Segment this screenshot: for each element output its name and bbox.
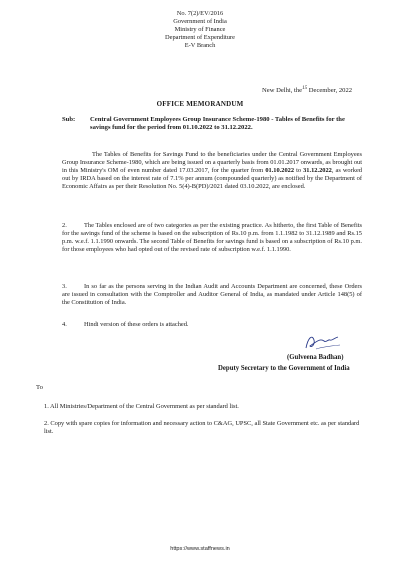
subject <box>62 116 362 132</box>
paragraph-2 <box>62 222 362 254</box>
recipient-item-2: 2. Copy with spare copies for information and necessary action to C&AG, UPSC, all State Government etc. as per standard list. <box>44 420 360 435</box>
paragraph-1 <box>62 151 362 191</box>
para1-date-to: 31.12.2022 <box>303 167 332 174</box>
para4-number: 4. <box>62 321 67 328</box>
para2-text: The Tables enclosed are of two categories as per the existing practice. As hitherto, the first Table of Benefits for the savings fund of the scheme is based on the subscription of Rs.10 p.m. from 1.1.1982 to 31.12.1989 and Rs.15 p.m. w.e.f. 1.1.1990 onwards. The second Table of Benefits for savings fund is based on a subscription of Rs.10 p.m. for those employees who had opted out of the revised rate of subscription w.e.f. 1.1.1990. <box>62 222 362 253</box>
signatory-name: (Gulveena Badhan) <box>287 354 344 361</box>
para4-text: Hindi version of these orders is attached. <box>84 321 189 328</box>
handwritten-signature <box>302 332 342 352</box>
paragraph-4 <box>62 321 362 329</box>
para1-text-mid: to <box>294 167 304 174</box>
memo-title: OFFICE MEMORANDUM <box>156 100 244 108</box>
subject-label: Sub: <box>62 116 76 123</box>
recipient-item-1: 1. All Ministries/Department of the Central Government as per standard list. <box>44 403 239 410</box>
date-prefix: New Delhi, the <box>262 87 303 95</box>
para1-text-a: The Tables of Benefits for Savings Fund to the beneficiaries under the Central Government Employees Group Insurance Scheme-1980, which are being issued on a quarterly basis from 01.01.2017 onwards, as brought out in this Ministry's OM of even number dated 17.03.2017, for the quarter from <box>62 151 362 174</box>
signatory-designation: Deputy Secretary to the Government of India <box>218 365 350 372</box>
paragraph-3 <box>62 283 362 307</box>
para1-text-b: , as worked out by IRDA based on the interest rate of 7.1% per annum (compounded quarterly) as notified by the Department of Economic Affairs as per their Resolution No. 5(4)-B(PD)/2021 dated 03.10.2022, are enclosed. <box>62 167 362 190</box>
footer-url: https://www.staffnews.in <box>170 546 230 552</box>
date-suffix: December, 2022 <box>307 87 353 95</box>
government-name: Government of India <box>173 18 227 25</box>
branch-name: E-V Branch <box>184 42 216 49</box>
department-name: Department of Expenditure <box>165 34 235 41</box>
memo-date <box>262 86 352 94</box>
para1-date-from: 01.10.2022 <box>265 167 295 174</box>
para3-number: 3. <box>62 283 67 290</box>
para3-text: In so far as the persons serving in the Indian Audit and Accounts Department are concerned, these Orders are issued in consultation with the Comptroller and Auditor General of India, as mandated under Article 148(5) of the Constitution of India. <box>62 283 362 306</box>
date-day: 15 <box>302 86 308 91</box>
file-number: No. 7(2)/EV/2016 <box>176 10 224 17</box>
para2-number: 2. <box>62 222 67 229</box>
ministry-name: Ministry of Finance <box>174 26 226 33</box>
to-label: To <box>36 384 43 391</box>
subject-text: Central Government Employees Group Insurance Scheme-1980 - Tables of Benefits for the savings fund for the period from 01.10.2022 to 31.12.2022. <box>90 116 345 131</box>
